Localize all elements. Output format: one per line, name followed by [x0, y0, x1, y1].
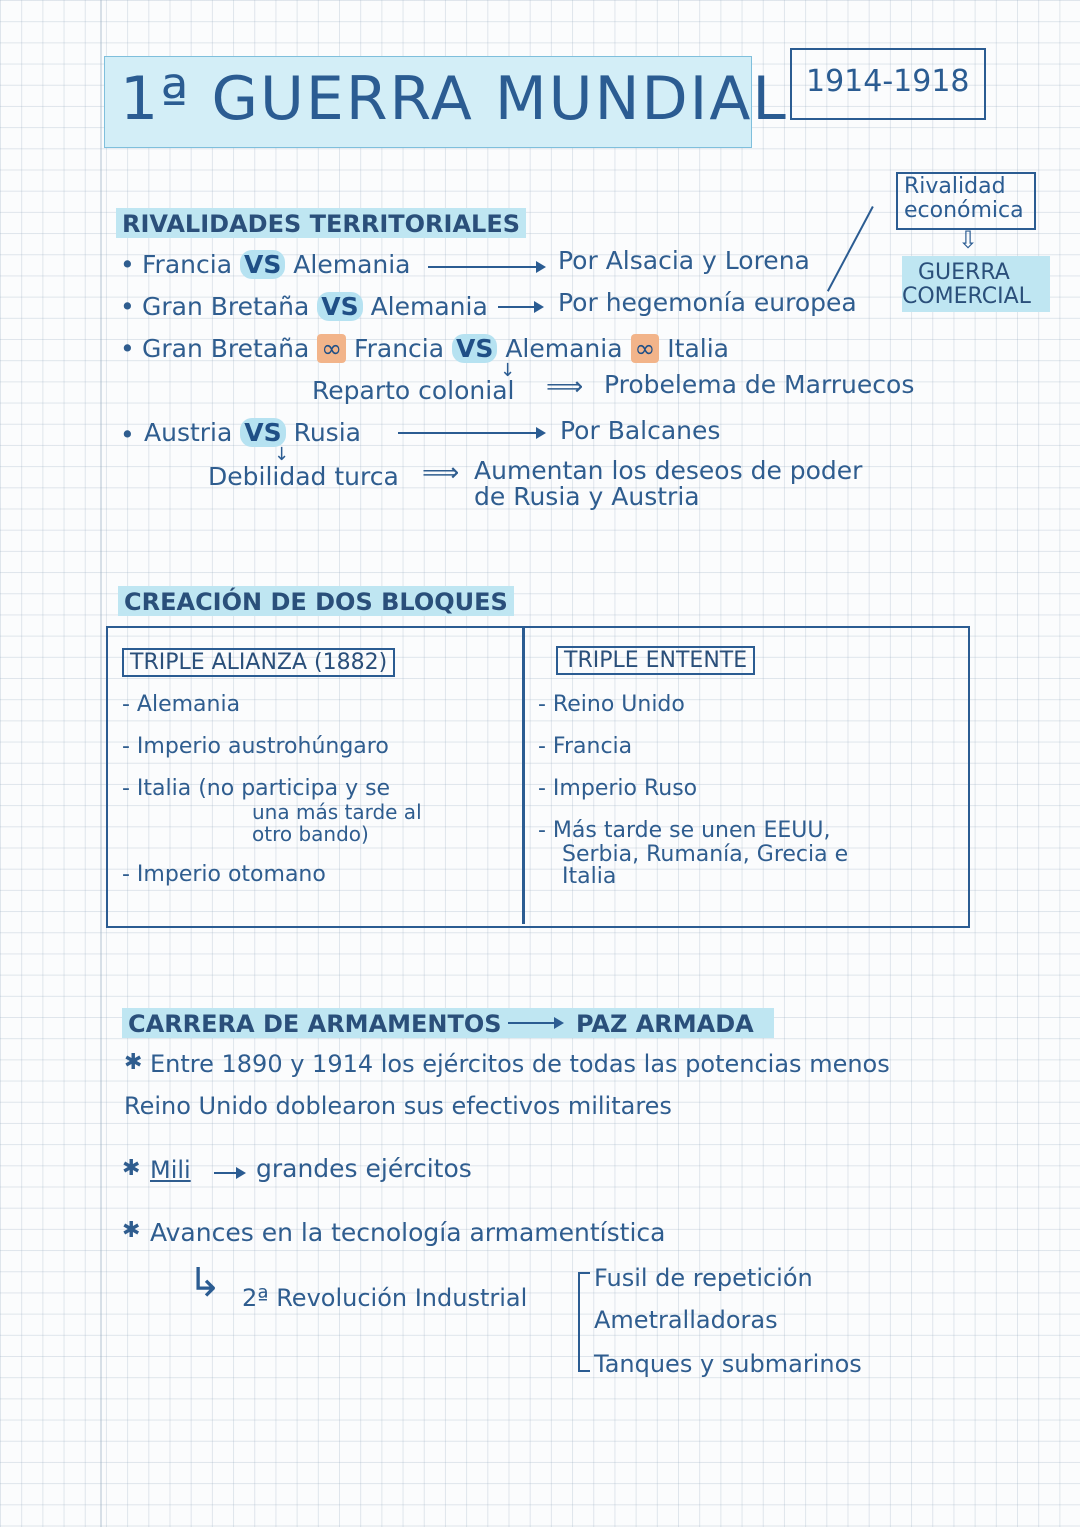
- arrow-right-icon: [508, 1022, 562, 1024]
- industrial-revolution: 2ª Revolución Industrial: [242, 1284, 528, 1312]
- commercial-war-line2: COMERCIAL: [902, 284, 1031, 309]
- entente-item-cont: Italia: [562, 864, 617, 889]
- row4-left: Austria VS Rusia: [144, 418, 361, 447]
- paragraph-line2: Reino Unido doblearon sus efectivos militares: [124, 1092, 672, 1120]
- economic-rivalry-line2: económica: [904, 198, 1024, 223]
- entente-item-cont: Serbia, Rumanía, Grecia e: [562, 842, 849, 867]
- hooked-arrow-icon: ↳: [188, 1260, 222, 1306]
- double-arrow-right-icon: ⟹: [422, 458, 460, 488]
- section-heading-armament: CARRERA DE ARMAMENTOS: [128, 1010, 502, 1038]
- row3-result: Probelema de Marruecos: [604, 370, 915, 399]
- entente-item: - Más tarde se unen EEUU,: [538, 818, 831, 843]
- row3-left: Gran Bretaña ∞ Francia VS Alemania ∞ Italia: [142, 334, 729, 363]
- armed-peace-heading: PAZ ARMADA: [576, 1010, 754, 1038]
- star-bullet-icon: ✱: [122, 1218, 141, 1243]
- section-heading-blocs: CREACIÓN DE DOS BLOQUES: [118, 586, 514, 616]
- row2-reason: Por hegemonía europea: [558, 288, 857, 317]
- weapon-item: Tanques y submarinos: [594, 1350, 862, 1378]
- weapon-item: Ametralladoras: [594, 1306, 778, 1334]
- connector-line: [827, 206, 874, 292]
- alliance-item: - Imperio otomano: [122, 862, 326, 887]
- arrow-right-icon: [428, 266, 544, 268]
- entente-item: - Reino Unido: [538, 692, 685, 717]
- row4-result-line2: de Rusia y Austria: [474, 482, 700, 511]
- triple-alliance-title: TRIPLE ALIANZA (1882): [122, 648, 395, 677]
- double-arrow-down-icon: ⇩: [958, 226, 979, 254]
- bullet-row4: •: [120, 420, 135, 449]
- bracket-icon: [578, 1272, 590, 1372]
- double-arrow-right-icon: ⟹: [546, 372, 584, 402]
- commercial-war-line1: GUERRA: [918, 260, 1010, 285]
- economic-rivalry-line1: Rivalidad: [904, 174, 1006, 199]
- arrow-down-icon: ↓: [500, 360, 516, 381]
- entente-item: - Francia: [538, 734, 633, 759]
- alliance-item-cont: una más tarde al: [252, 800, 422, 824]
- row4-cause: Debilidad turca: [208, 462, 399, 491]
- star-bullet-icon: ✱: [124, 1050, 143, 1075]
- row4-result-line1: Aumentan los deseos de poder: [474, 456, 863, 485]
- row2-left: Gran Bretaña VS Alemania: [142, 292, 488, 321]
- row1-reason: Por Alsacia y Lorena: [558, 246, 810, 275]
- section-heading-rivalries: RIVALIDADES TERRITORIALES: [116, 208, 526, 238]
- alliance-ring-icon: ∞: [631, 334, 660, 363]
- alliance-item: - Imperio austrohúngaro: [122, 734, 389, 759]
- notebook-margin-line: [100, 0, 102, 1527]
- weapon-item: Fusil de repetición: [594, 1264, 813, 1292]
- paragraph-line1: Entre 1890 y 1914 los ejércitos de todas las potencias menos: [150, 1050, 890, 1078]
- bullet-row3: •: [120, 334, 135, 363]
- years-label: 1914-1918: [806, 64, 970, 99]
- row3-cause: Reparto colonial: [312, 376, 515, 405]
- arrow-down-icon: ↓: [274, 444, 290, 465]
- entente-item: - Imperio Ruso: [538, 776, 698, 801]
- alliance-ring-icon: ∞: [317, 334, 346, 363]
- blocs-divider: [522, 628, 525, 924]
- alliance-item: - Alemania: [122, 692, 241, 717]
- tech-advances: Avances en la tecnología armamentística: [150, 1218, 666, 1247]
- page-title: 1ª GUERRA MUNDIAL: [120, 64, 788, 134]
- mili-definition: grandes ejércitos: [256, 1154, 472, 1183]
- bullet-row1: •: [120, 250, 135, 279]
- row4-reason: Por Balcanes: [560, 416, 721, 445]
- mili-term: Mili: [150, 1156, 191, 1184]
- alliance-item-cont: otro bando): [252, 822, 369, 846]
- arrow-right-icon: [214, 1172, 244, 1174]
- triple-entente-title: TRIPLE ENTENTE: [556, 646, 755, 675]
- bullet-row2: •: [120, 292, 135, 321]
- alliance-item: - Italia (no participa y se: [122, 776, 391, 801]
- arrow-right-icon: [398, 432, 544, 434]
- arrow-right-icon: [498, 306, 542, 308]
- row1-left: Francia VS Alemania: [142, 250, 411, 279]
- star-bullet-icon: ✱: [122, 1156, 141, 1181]
